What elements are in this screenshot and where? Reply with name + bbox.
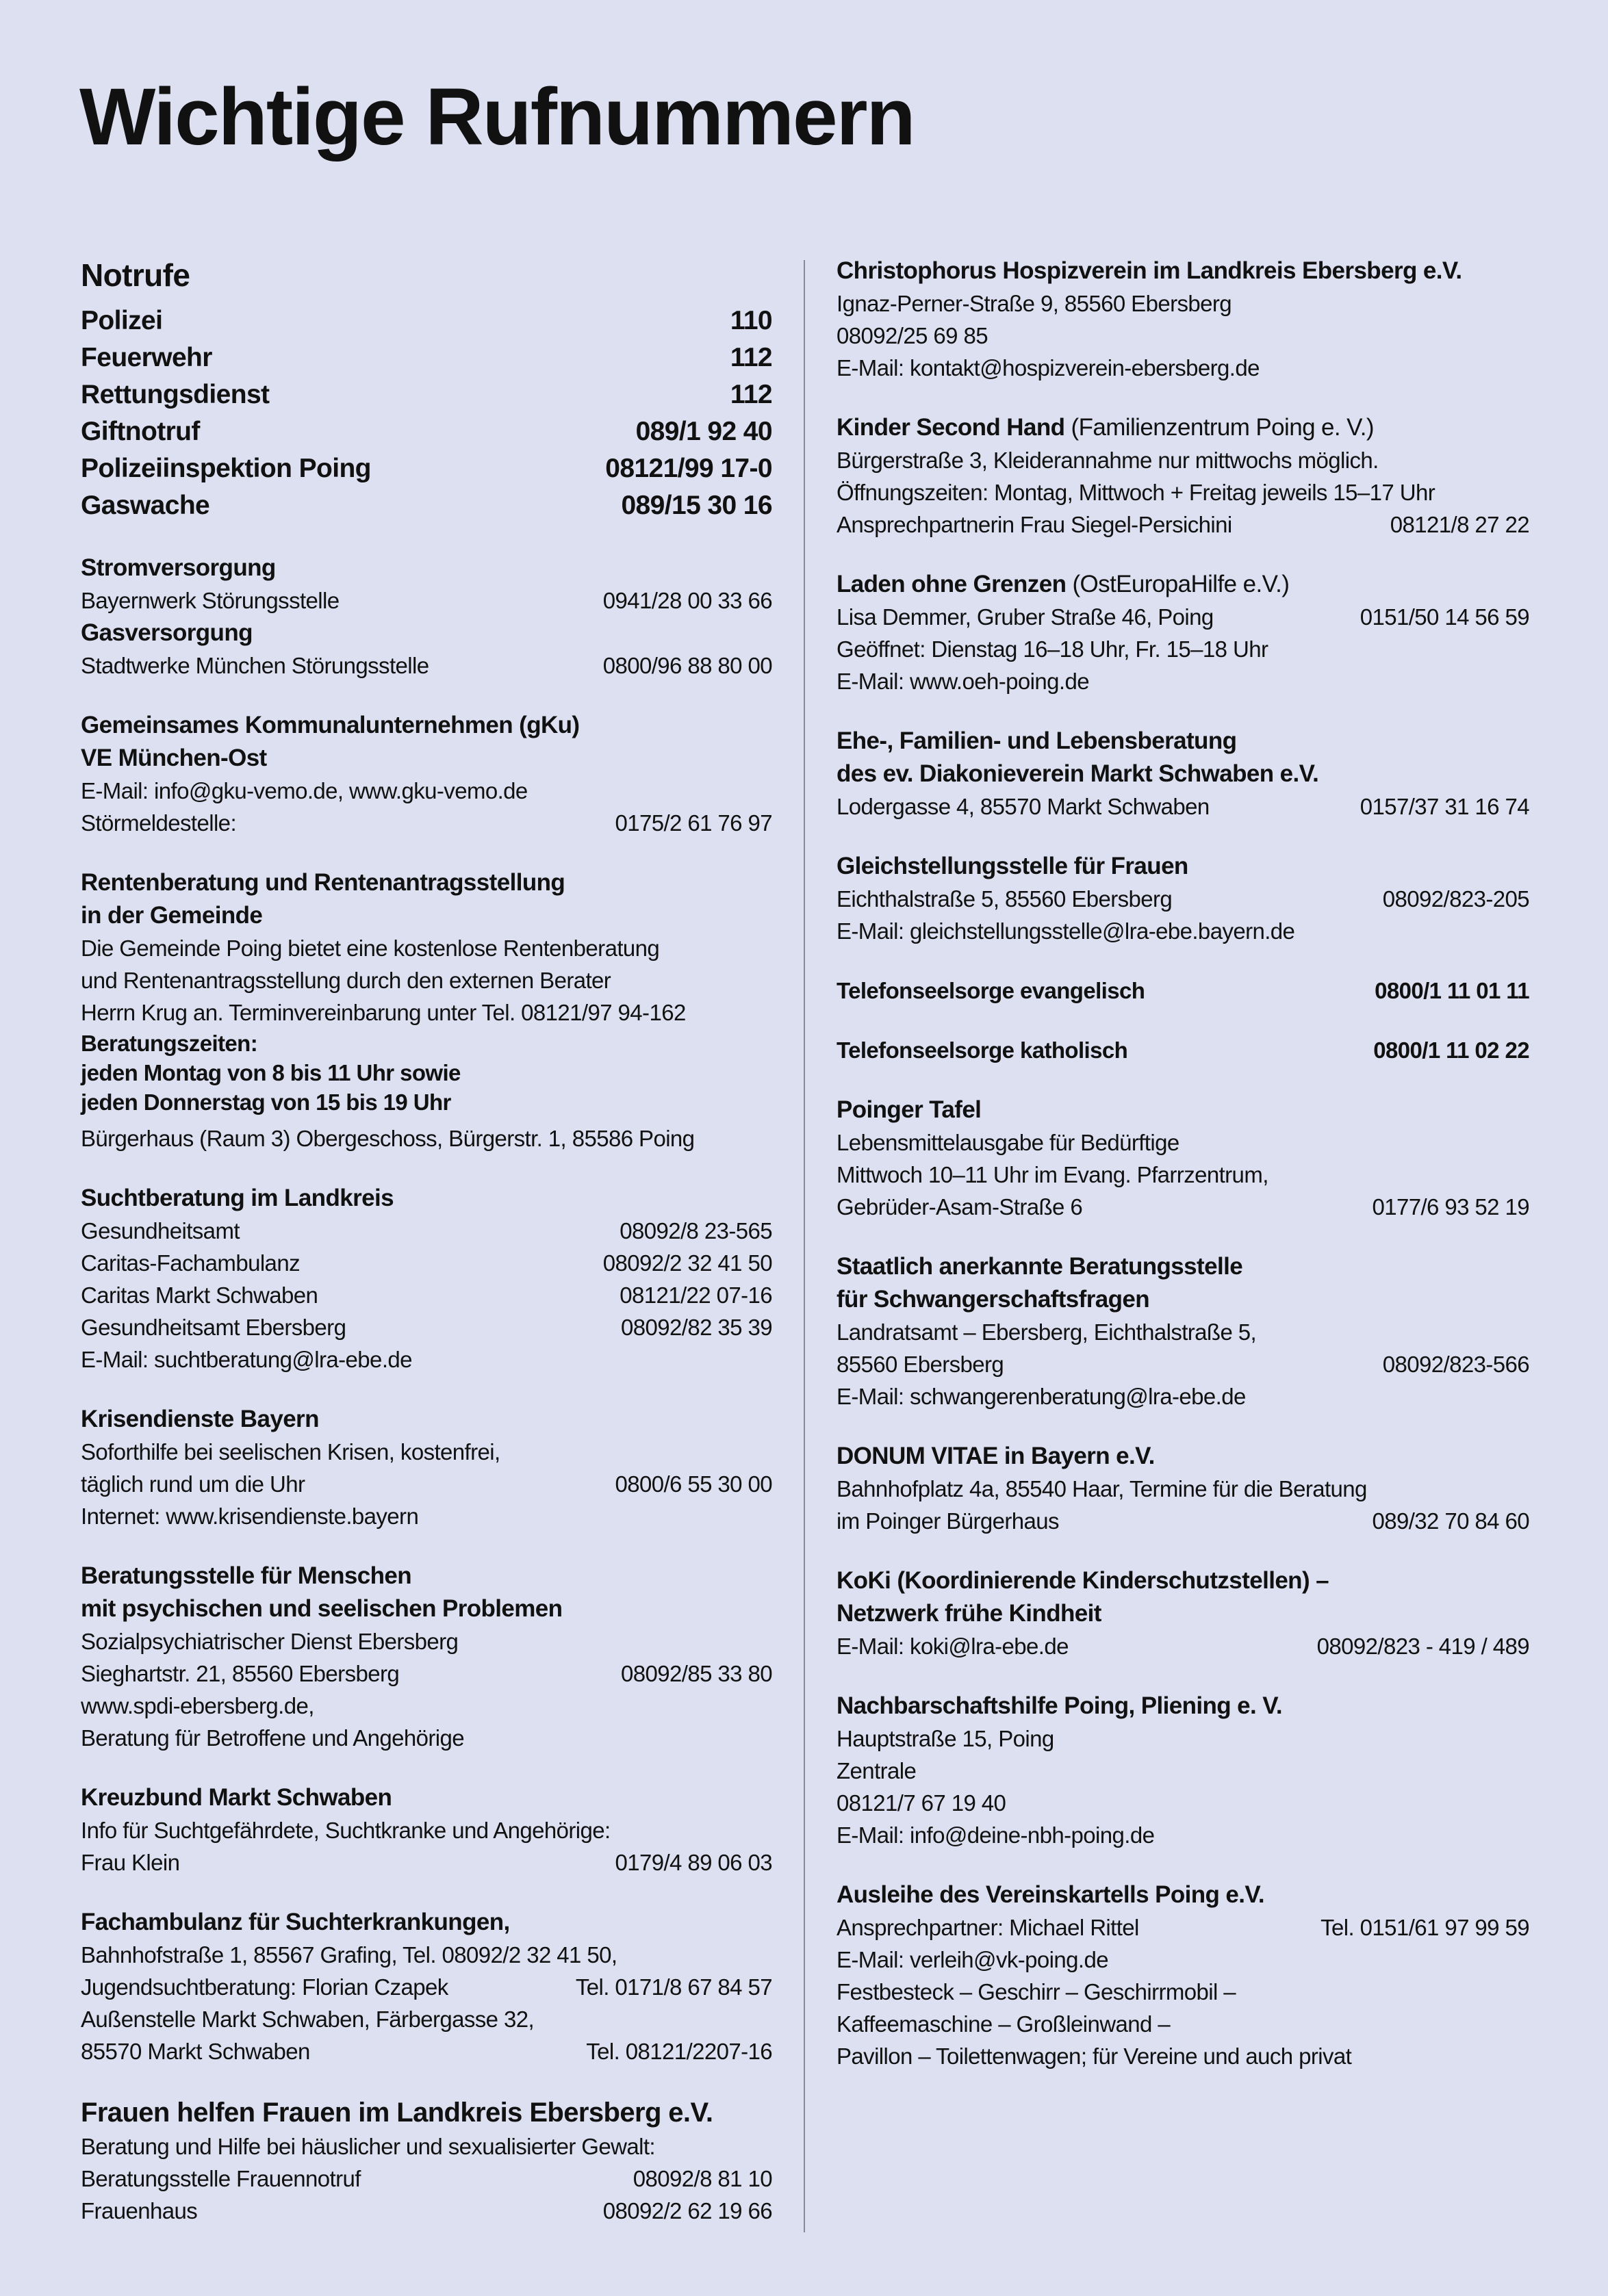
entry-line <box>81 807 772 839</box>
entry-text: E-Mail: suchtberatung@lra-ebe.de <box>81 1347 412 1372</box>
phone-number: 0800/6 55 30 00 <box>615 1471 772 1497</box>
section-title: Telefonseelsorge evangelisch <box>837 978 1145 1003</box>
entry-line <box>837 2008 1529 2040</box>
section-heading <box>837 1564 1529 1597</box>
entry-text: jeden Montag von 8 bis 11 Uhr sowie <box>81 1060 461 1085</box>
entry-text: Ignaz-Perner-Straße 9, 85560 Ebersberg <box>837 291 1232 316</box>
section-heading <box>837 568 1529 601</box>
entry-line <box>81 2130 772 2163</box>
phone-number: 0157/37 31 16 74 <box>1360 794 1529 819</box>
entry-line <box>837 1819 1529 1851</box>
entry-line <box>81 584 772 617</box>
section-heading <box>837 411 1529 444</box>
entry-line <box>837 1380 1529 1413</box>
contact-section <box>837 725 1529 823</box>
entry-text: Gesundheitsamt Ebersberg <box>81 1315 346 1340</box>
contact-section <box>81 1182 772 1376</box>
entry-line <box>81 1657 772 1690</box>
entry-line <box>81 450 772 487</box>
contact-section <box>81 1906 772 2067</box>
entry-text: Info für Suchtgefährdete, Suchtkranke und Angehörige: <box>81 1818 611 1843</box>
entry-text: Ansprechpartner: Michael Rittel <box>837 1915 1139 1940</box>
entry-text: Caritas Markt Schwaben <box>81 1282 318 1308</box>
contact-section <box>81 2095 772 2227</box>
entry-line <box>837 883 1529 915</box>
entry-text: 85570 Markt Schwaben <box>81 2039 310 2064</box>
entry-text: jeden Donnerstag von 15 bis 19 Uhr <box>81 1089 451 1115</box>
phone-number: 08092/823-205 <box>1382 886 1529 912</box>
entry-text: Zentrale <box>837 1758 917 1783</box>
section-title: Kreuzbund Markt Schwaben <box>81 1784 392 1811</box>
section-title-suffix: (OstEuropaHilfe e.V.) <box>1066 571 1290 597</box>
entry-line <box>81 1122 772 1155</box>
phone-number: 08121/8 27 22 <box>1390 512 1529 537</box>
phone-number: 08092/823-566 <box>1382 1352 1529 1377</box>
entry-line <box>837 1126 1529 1159</box>
entry-line <box>837 444 1529 476</box>
entry-text: Beratung für Betroffene und Angehörige <box>81 1725 465 1751</box>
entry-line <box>837 508 1529 541</box>
entry-line <box>81 1087 772 1117</box>
entry-line <box>81 932 772 964</box>
entry-line <box>837 1976 1529 2008</box>
page-title: Wichtige Rufnummern <box>79 72 915 162</box>
column-divider <box>804 260 805 2232</box>
entry-line <box>81 1971 772 2003</box>
entry-line <box>837 320 1529 352</box>
entry-text: Beratung und Hilfe bei häuslicher und sexualisierter Gewalt: <box>81 2134 655 2159</box>
entry-text: E-Mail: info@gku-vemo.de, www.gku-vemo.de <box>81 778 528 803</box>
entry-text: Herrn Krug an. Terminvereinbarung unter Tel. 08121/97 94-162 <box>81 1000 686 1025</box>
entry-text: Außenstelle Markt Schwaben, Färbergasse 32, <box>81 2007 535 2032</box>
contact-section <box>81 709 772 839</box>
section-heading <box>81 2095 772 2130</box>
phone-number: 0175/2 61 76 97 <box>615 810 772 836</box>
entry-text: E-Mail: verleih@vk-poing.de <box>837 1947 1108 1972</box>
contact-section <box>81 866 772 1155</box>
section-heading <box>837 725 1529 758</box>
entry-line <box>81 1846 772 1879</box>
entry-line <box>837 1159 1529 1191</box>
contact-section <box>837 975 1529 1007</box>
entry-text: Bahnhofplatz 4a, 85540 Haar, Termine für die Beratung <box>837 1476 1367 1501</box>
entry-line <box>81 1215 772 1247</box>
section-title: Ehe-, Familien- und Lebensberatung <box>837 727 1237 754</box>
entry-line <box>837 287 1529 320</box>
section-heading <box>837 1879 1529 1911</box>
entry-line <box>837 1630 1529 1662</box>
entry-text: Gaswache <box>81 491 210 520</box>
section-title: Poinger Tafel <box>837 1096 982 1123</box>
entry-line <box>81 1500 772 1532</box>
contact-section <box>81 552 772 682</box>
entry-text: Gesundheitsamt <box>81 1218 240 1243</box>
entry-text: Jugendsuchtberatung: Florian Czapek <box>81 1974 448 2000</box>
entry-text: E-Mail: kontakt@hospizverein-ebersberg.de <box>837 355 1260 380</box>
section-title: Notrufe <box>81 257 190 293</box>
section-heading <box>837 850 1529 883</box>
phone-number: 089/32 70 84 60 <box>1372 1508 1529 1534</box>
entry-line <box>81 339 772 376</box>
entry-line <box>81 1690 772 1722</box>
phone-number: Tel. 08121/2207-16 <box>586 2039 772 2064</box>
entry-line <box>837 1911 1529 1944</box>
entry-line <box>81 1029 772 1058</box>
entry-text: E-Mail: www.oeh-poing.de <box>837 669 1089 694</box>
entry-line <box>837 1787 1529 1819</box>
phone-number: 0151/50 14 56 59 <box>1360 604 1529 630</box>
entry-text: E-Mail: koki@lra-ebe.de <box>837 1634 1069 1659</box>
section-heading: Gasversorgung <box>81 619 253 646</box>
entry-text: Eichthalstraße 5, 85560 Ebersberg <box>837 886 1173 912</box>
entry-text: und Rentenantragsstellung durch den externen Berater <box>81 968 611 993</box>
contact-section <box>837 1690 1529 1851</box>
entry-line <box>81 775 772 807</box>
section-title: Krisendienste Bayern <box>81 1406 319 1432</box>
entry-text: www.spdi-ebersberg.de, <box>81 1693 314 1718</box>
entry-line <box>837 1755 1529 1787</box>
section-subtitle: für Schwangerschaftsfragen <box>837 1286 1150 1313</box>
entry-text: Landratsamt – Ebersberg, Eichthalstraße 5, <box>837 1319 1257 1345</box>
section-title: Stromversorgung <box>81 554 276 581</box>
entry-text: Stadtwerke München Störungsstelle <box>81 653 429 678</box>
entry-text: Öffnungszeiten: Montag, Mittwoch + Freitag jeweils 15–17 Uhr <box>837 480 1435 505</box>
entry-text: Caritas-Fachambulanz <box>81 1250 300 1276</box>
entry-line <box>81 2003 772 2035</box>
section-subtitle: in der Gemeinde <box>81 902 263 929</box>
entry-text: Bürgerhaus (Raum 3) Obergeschoss, Bürgerstr. 1, 85586 Poing <box>81 1126 695 1151</box>
entry-line <box>81 2035 772 2067</box>
entry-line <box>837 1473 1529 1505</box>
entry-line <box>837 790 1529 823</box>
phone-number: 08092/8 23-565 <box>620 1218 772 1243</box>
entry-text: E-Mail: gleichstellungsstelle@lra-ebe.bayern.de <box>837 918 1295 944</box>
entry-line <box>81 1625 772 1657</box>
section-heading <box>81 255 772 296</box>
entry-text: Bürgerstraße 3, Kleiderannahme nur mittwochs möglich. <box>837 448 1379 473</box>
entry-line <box>81 487 772 524</box>
phone-number: 089/1 92 40 <box>635 417 772 446</box>
section-subtitle: VE München-Ost <box>81 745 267 771</box>
phone-number: 08092/823 - 419 / 489 <box>1316 1634 1529 1659</box>
phone-number: 08092/8 81 10 <box>633 2166 772 2191</box>
entry-text: Geöffnet: Dienstag 16–18 Uhr, Fr. 15–18 Uhr <box>837 636 1268 662</box>
entry-text: Sozialpsychiatrischer Dienst Ebersberg <box>81 1629 459 1654</box>
entry-text: Störmeldestelle: <box>81 810 237 836</box>
entry-text: Pavillon – Toilettenwagen; für Vereine und auch privat <box>837 2043 1352 2069</box>
section-heading <box>81 1906 772 1939</box>
entry-text: Mittwoch 10–11 Uhr im Evang. Pfarrzentrum, <box>837 1162 1268 1187</box>
entry-line <box>837 2040 1529 2072</box>
entry-text: Lebensmittelausgabe für Bedürftige <box>837 1130 1179 1155</box>
phone-number: Tel. 0171/8 67 84 57 <box>575 1974 772 2000</box>
contact-section <box>837 1250 1529 1413</box>
entry-line <box>837 1348 1529 1380</box>
entry-line <box>81 1939 772 1971</box>
entry-text: Polizei <box>81 306 163 335</box>
section-title: Frauen helfen Frauen im Landkreis Ebersberg e.V. <box>81 2098 713 2128</box>
section-subtitle: mit psychischen und seelischen Problemen <box>81 1595 563 1622</box>
entry-line <box>837 1316 1529 1348</box>
phone-number: 08121/99 17-0 <box>605 454 772 483</box>
section-heading <box>837 1440 1529 1473</box>
section-heading <box>81 866 772 899</box>
entry-text: Festbesteck – Geschirr – Geschirrmobil – <box>837 1979 1236 2004</box>
entry-text: Ansprechpartnerin Frau Siegel-Persichini <box>837 512 1232 537</box>
entry-line <box>81 1247 772 1279</box>
entry-text: Frauenhaus <box>81 2198 198 2223</box>
phone-number: 089/15 30 16 <box>621 491 772 520</box>
entry-line <box>81 1279 772 1311</box>
entry-line <box>81 1058 772 1087</box>
contact-section <box>81 255 772 524</box>
entry-text: täglich rund um die Uhr <box>81 1471 305 1497</box>
right-column <box>837 255 1529 2100</box>
phone-number: 0179/4 89 06 03 <box>615 1850 772 1875</box>
entry-line <box>81 1722 772 1754</box>
entry-line <box>81 1343 772 1376</box>
phone-number: 08092/82 35 39 <box>621 1315 772 1340</box>
entry-text: 08121/7 67 19 40 <box>837 1790 1006 1816</box>
phone-number: 112 <box>730 380 772 409</box>
entry-text: Kaffeemaschine – Großleinwand – <box>837 2011 1171 2037</box>
entry-line <box>837 1505 1529 1537</box>
contact-section <box>837 850 1529 947</box>
entry-line <box>837 915 1529 947</box>
section-heading <box>837 1034 1529 1066</box>
phone-number: Tel. 0151/61 97 99 59 <box>1320 1915 1529 1940</box>
entry-line <box>81 649 772 682</box>
section-title-suffix: (Familienzentrum Poing e. V.) <box>1064 414 1374 441</box>
section-title: DONUM VITAE in Bayern e.V. <box>837 1443 1155 1469</box>
entry-text: Bahnhofstraße 1, 85567 Grafing, Tel. 08092/2 32 41 50, <box>81 1942 617 1968</box>
entry-line <box>837 1191 1529 1223</box>
entry-text: Frau Klein <box>81 1850 180 1875</box>
section-heading <box>837 1250 1529 1283</box>
entry-text: Hauptstraße 15, Poing <box>837 1726 1054 1751</box>
contact-section <box>81 1560 772 1754</box>
entry-text: E-Mail: info@deine-nbh-poing.de <box>837 1822 1155 1848</box>
section-title: Laden ohne Grenzen <box>837 571 1067 597</box>
entry-line <box>837 665 1529 697</box>
contact-section <box>81 1403 772 1532</box>
contact-section <box>837 568 1529 697</box>
section-title: Staatlich anerkannte Beratungsstelle <box>837 1253 1243 1280</box>
entry-line <box>81 2163 772 2195</box>
section-heading <box>837 255 1529 287</box>
entry-line <box>81 964 772 996</box>
section-title: Gemeinsames Kommunalunternehmen (gKu) <box>81 712 580 738</box>
phone-number: 0177/6 93 52 19 <box>1372 1194 1529 1220</box>
phone-number: 08121/22 07-16 <box>620 1282 772 1308</box>
section-heading <box>81 1403 772 1436</box>
section-heading <box>81 1182 772 1215</box>
entry-line <box>837 352 1529 384</box>
entry-text: E-Mail: schwangerenberatung@lra-ebe.de <box>837 1384 1246 1409</box>
section-title: KoKi (Koordinierende Kinderschutzstellen) – <box>837 1567 1329 1594</box>
entry-line <box>81 1468 772 1500</box>
phone-number: 0800/1 11 02 22 <box>1373 1037 1529 1063</box>
entry-text: Lisa Demmer, Gruber Straße 46, Poing <box>837 604 1214 630</box>
section-heading <box>837 1690 1529 1723</box>
entry-text: Soforthilfe bei seelischen Krisen, kostenfrei, <box>81 1439 500 1465</box>
section-title: Christophorus Hospizverein im Landkreis Ebersberg e.V. <box>837 257 1462 284</box>
entry-text: Giftnotruf <box>81 417 200 446</box>
section-heading <box>81 709 772 742</box>
entry-text: Beratungszeiten: <box>81 1031 258 1056</box>
entry-line <box>837 633 1529 665</box>
contact-section <box>837 1564 1529 1662</box>
entry-line <box>837 476 1529 508</box>
section-heading <box>837 1094 1529 1126</box>
entry-line <box>81 996 772 1029</box>
entry-line <box>81 413 772 450</box>
section-title: Rentenberatung und Rentenantragsstellung <box>81 869 565 896</box>
entry-text: Gebrüder-Asam-Straße 6 <box>837 1194 1083 1220</box>
left-column <box>81 255 772 2254</box>
entry-line <box>837 1723 1529 1755</box>
entry-line <box>81 376 772 413</box>
entry-text: 08092/25 69 85 <box>837 323 988 348</box>
entry-line <box>81 1814 772 1846</box>
contact-section <box>81 1781 772 1879</box>
section-heading <box>81 1560 772 1592</box>
phone-number: 112 <box>730 343 772 372</box>
section-title: Suchtberatung im Landkreis <box>81 1185 394 1211</box>
section-subtitle: Netzwerk frühe Kindheit <box>837 1600 1101 1627</box>
section-title: Nachbarschaftshilfe Poing, Pliening e. V. <box>837 1692 1282 1719</box>
section-title: Telefonseelsorge katholisch <box>837 1037 1128 1063</box>
section-heading <box>81 1781 772 1814</box>
section-title: Ausleihe des Vereinskartells Poing e.V. <box>837 1881 1265 1908</box>
phone-number: 110 <box>730 306 772 335</box>
entry-line <box>81 1311 772 1343</box>
section-title: Fachambulanz für Suchterkrankungen, <box>81 1909 510 1935</box>
entry-text: Polizeiinspektion Poing <box>81 454 371 483</box>
phone-number: 0800/96 88 80 00 <box>602 653 772 678</box>
entry-line <box>81 2195 772 2227</box>
entry-text: Beratungsstelle Frauennotruf <box>81 2166 361 2191</box>
entry-text: Lodergasse 4, 85570 Markt Schwaben <box>837 794 1210 819</box>
entry-line <box>837 601 1529 633</box>
contact-section <box>837 1879 1529 2072</box>
contact-section <box>837 1440 1529 1537</box>
phone-number: 08092/2 62 19 66 <box>602 2198 772 2223</box>
entry-text: Die Gemeinde Poing bietet eine kostenlose Rentenberatung <box>81 936 660 961</box>
contact-section <box>837 1034 1529 1066</box>
section-subtitle: des ev. Diakonieverein Markt Schwaben e.V. <box>837 760 1319 787</box>
entry-line <box>837 1944 1529 1976</box>
phone-number: 0800/1 11 01 11 <box>1375 978 1529 1003</box>
contact-section <box>837 1094 1529 1223</box>
phone-number: 08092/2 32 41 50 <box>602 1250 772 1276</box>
entry-text: im Poinger Bürgerhaus <box>837 1508 1059 1534</box>
section-title: Beratungsstelle für Menschen <box>81 1562 412 1589</box>
entry-text: Rettungsdienst <box>81 380 270 409</box>
contact-section <box>837 411 1529 541</box>
section-heading <box>81 552 772 584</box>
entry-line <box>81 1436 772 1468</box>
entry-line <box>81 302 772 339</box>
section-title: Kinder Second Hand <box>837 414 1065 441</box>
entry-text: Feuerwehr <box>81 343 212 372</box>
phone-number: 0941/28 00 33 66 <box>602 588 772 613</box>
entry-text: Sieghartstr. 21, 85560 Ebersberg <box>81 1661 400 1686</box>
entry-text: Bayernwerk Störungsstelle <box>81 588 340 613</box>
entry-text: Internet: www.krisendienste.bayern <box>81 1504 419 1529</box>
section-title: Gleichstellungsstelle für Frauen <box>837 853 1188 879</box>
contact-section <box>837 255 1529 384</box>
phone-number: 08092/85 33 80 <box>621 1661 772 1686</box>
section-heading <box>837 975 1529 1007</box>
entry-text: 85560 Ebersberg <box>837 1352 1004 1377</box>
